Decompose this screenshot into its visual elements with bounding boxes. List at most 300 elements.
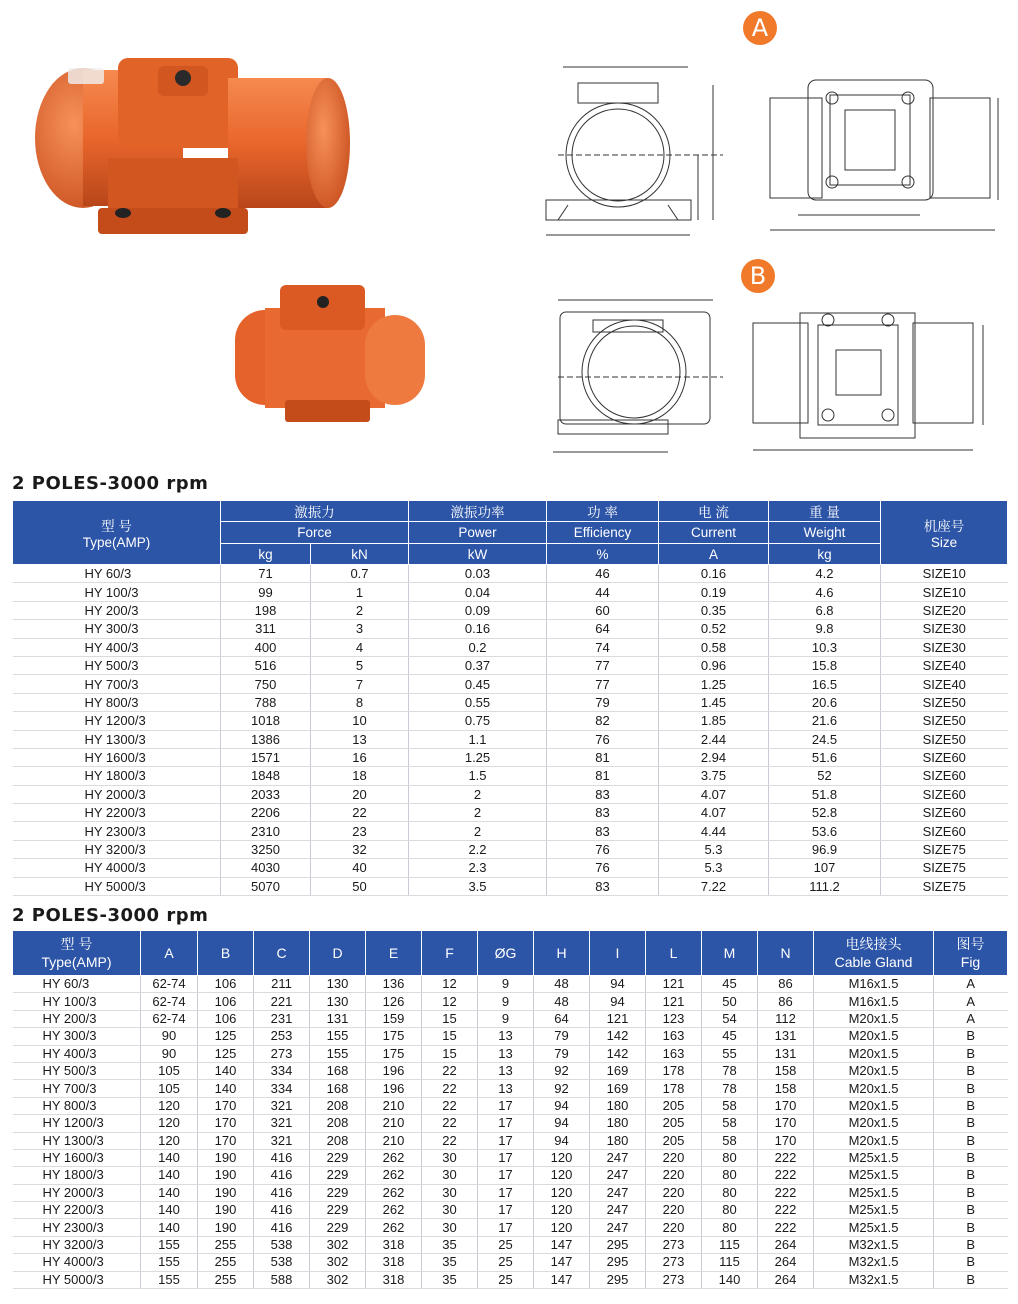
value-cell: 5.3 [659, 840, 769, 858]
value-cell: 416 [254, 1167, 310, 1184]
performance-table [12, 500, 1008, 896]
value-cell: 22 [422, 1080, 478, 1097]
model-cell: HY 5000/3 [13, 877, 221, 895]
value-cell: 86 [758, 993, 814, 1010]
value-cell: 123 [646, 1010, 702, 1027]
header-dim-d: D [310, 931, 366, 976]
value-cell: 205 [646, 1132, 702, 1149]
value-cell: 211 [254, 976, 310, 993]
value-cell: A [934, 976, 1008, 993]
value-cell: 220 [646, 1184, 702, 1201]
value-cell: 175 [366, 1028, 422, 1045]
value-cell: 22 [422, 1115, 478, 1132]
value-cell: 321 [254, 1132, 310, 1149]
value-cell: A [934, 993, 1008, 1010]
value-cell: 79 [534, 1028, 590, 1045]
value-cell: 155 [141, 1254, 198, 1271]
value-cell: 2 [311, 601, 409, 619]
value-cell: 170 [198, 1097, 254, 1114]
value-cell: 52 [769, 767, 881, 785]
dimensions-table-body [13, 976, 1008, 1289]
table-row [13, 1010, 1008, 1027]
value-cell: 50 [311, 877, 409, 895]
value-cell: M20x1.5 [814, 1062, 934, 1079]
value-cell: 83 [547, 877, 659, 895]
value-cell: 15 [422, 1028, 478, 1045]
value-cell: 190 [198, 1219, 254, 1236]
value-cell: 1386 [221, 730, 311, 748]
value-cell: 51.6 [769, 748, 881, 766]
model-cell: HY 2200/3 [13, 804, 221, 822]
value-cell: 255 [198, 1236, 254, 1253]
value-cell: 400 [221, 638, 311, 656]
unit-percent: % [547, 544, 659, 565]
value-cell: 4 [311, 638, 409, 656]
value-cell: 83 [547, 822, 659, 840]
value-cell: 80 [702, 1149, 758, 1166]
value-cell: 121 [646, 976, 702, 993]
header-dim-h: H [534, 931, 590, 976]
value-cell: 16 [311, 748, 409, 766]
value-cell: SIZE10 [881, 583, 1008, 601]
value-cell: 229 [310, 1184, 366, 1201]
header-dim-b: B [198, 931, 254, 976]
value-cell: M20x1.5 [814, 1028, 934, 1045]
value-cell: 155 [310, 1028, 366, 1045]
value-cell: 295 [590, 1271, 646, 1288]
header-weight-zh: 重 量 [769, 501, 881, 522]
value-cell: 210 [366, 1132, 422, 1149]
section-title-performance: 2 POLES-3000 rpm [12, 473, 209, 494]
table-row [13, 1115, 1008, 1132]
value-cell: 18 [311, 767, 409, 785]
value-cell: 0.19 [659, 583, 769, 601]
value-cell: 208 [310, 1097, 366, 1114]
value-cell: 321 [254, 1115, 310, 1132]
value-cell: 0.35 [659, 601, 769, 619]
value-cell: 77 [547, 675, 659, 693]
model-cell: HY 1600/3 [13, 1149, 141, 1166]
value-cell: 255 [198, 1271, 254, 1288]
table-row [13, 993, 1008, 1010]
header-efficiency-zh: 功 率 [547, 501, 659, 522]
value-cell: 253 [254, 1028, 310, 1045]
value-cell: 45 [702, 1028, 758, 1045]
value-cell: SIZE75 [881, 877, 1008, 895]
value-cell: 170 [758, 1132, 814, 1149]
value-cell: 295 [590, 1236, 646, 1253]
value-cell: 15.8 [769, 656, 881, 674]
model-cell: HY 1800/3 [13, 1167, 141, 1184]
model-cell: HY 60/3 [13, 976, 141, 993]
value-cell: 140 [141, 1202, 198, 1219]
value-cell: 231 [254, 1010, 310, 1027]
value-cell: SIZE60 [881, 767, 1008, 785]
value-cell: 48 [534, 993, 590, 1010]
value-cell: 131 [310, 1010, 366, 1027]
model-cell: HY 2000/3 [13, 1184, 141, 1201]
value-cell: 2.2 [409, 840, 547, 858]
value-cell: 35 [422, 1271, 478, 1288]
value-cell: 0.2 [409, 638, 547, 656]
value-cell: 0.37 [409, 656, 547, 674]
value-cell: 4.44 [659, 822, 769, 840]
value-cell: 9 [478, 976, 534, 993]
value-cell: 208 [310, 1132, 366, 1149]
value-cell: 125 [198, 1045, 254, 1062]
value-cell: 4.6 [769, 583, 881, 601]
value-cell: 7.22 [659, 877, 769, 895]
value-cell: 229 [310, 1167, 366, 1184]
value-cell: 0.09 [409, 601, 547, 619]
value-cell: 40 [311, 859, 409, 877]
value-cell: 5070 [221, 877, 311, 895]
value-cell: 126 [366, 993, 422, 1010]
value-cell: 48 [534, 976, 590, 993]
value-cell: 175 [366, 1045, 422, 1062]
value-cell: 35 [422, 1236, 478, 1253]
value-cell: 81 [547, 748, 659, 766]
value-cell: 115 [702, 1236, 758, 1253]
value-cell: 302 [310, 1271, 366, 1288]
model-cell: HY 60/3 [13, 565, 221, 583]
value-cell: M32x1.5 [814, 1236, 934, 1253]
table-row [13, 1132, 1008, 1149]
value-cell: 273 [646, 1271, 702, 1288]
value-cell: 2310 [221, 822, 311, 840]
value-cell: 50 [702, 993, 758, 1010]
value-cell: 0.7 [311, 565, 409, 583]
value-cell: 130 [310, 976, 366, 993]
value-cell: 17 [478, 1219, 534, 1236]
table-row [13, 565, 1008, 583]
value-cell: 35 [422, 1254, 478, 1271]
value-cell: 60 [547, 601, 659, 619]
value-cell: SIZE75 [881, 859, 1008, 877]
value-cell: 208 [310, 1115, 366, 1132]
value-cell: 147 [534, 1254, 590, 1271]
value-cell: 120 [534, 1149, 590, 1166]
value-cell: 264 [758, 1254, 814, 1271]
value-cell: 24.5 [769, 730, 881, 748]
value-cell: 190 [198, 1149, 254, 1166]
model-cell: HY 800/3 [13, 693, 221, 711]
value-cell: 94 [590, 993, 646, 1010]
value-cell: B [934, 1045, 1008, 1062]
value-cell: 22 [422, 1062, 478, 1079]
value-cell: 140 [141, 1149, 198, 1166]
value-cell: B [934, 1149, 1008, 1166]
value-cell: 155 [141, 1271, 198, 1288]
value-cell: 273 [646, 1236, 702, 1253]
value-cell: 416 [254, 1219, 310, 1236]
value-cell: B [934, 1254, 1008, 1271]
value-cell: SIZE60 [881, 785, 1008, 803]
model-cell: HY 700/3 [13, 1080, 141, 1097]
value-cell: 13 [311, 730, 409, 748]
value-cell: 12 [422, 993, 478, 1010]
performance-table-body [13, 565, 1008, 896]
value-cell: 2033 [221, 785, 311, 803]
value-cell: B [934, 1219, 1008, 1236]
value-cell: 53.6 [769, 822, 881, 840]
table-row [13, 1184, 1008, 1201]
value-cell: 180 [590, 1132, 646, 1149]
table-row [13, 656, 1008, 674]
header-dim-f: F [422, 931, 478, 976]
table-row [13, 1219, 1008, 1236]
value-cell: 13 [478, 1062, 534, 1079]
model-cell: HY 4000/3 [13, 859, 221, 877]
value-cell: 120 [534, 1167, 590, 1184]
header-dim-n: N [758, 931, 814, 976]
value-cell: 1.45 [659, 693, 769, 711]
value-cell: 1571 [221, 748, 311, 766]
value-cell: 94 [534, 1115, 590, 1132]
value-cell: 4.2 [769, 565, 881, 583]
table-row [13, 1271, 1008, 1288]
value-cell: 131 [758, 1028, 814, 1045]
value-cell: 170 [198, 1115, 254, 1132]
header-dim-l: L [646, 931, 702, 976]
value-cell: 9.8 [769, 620, 881, 638]
table-row [13, 583, 1008, 601]
value-cell: 1 [311, 583, 409, 601]
table-row [13, 1097, 1008, 1114]
value-cell: M16x1.5 [814, 993, 934, 1010]
model-cell: HY 800/3 [13, 1097, 141, 1114]
value-cell: 255 [198, 1254, 254, 1271]
table-row [13, 638, 1008, 656]
value-cell: 23 [311, 822, 409, 840]
value-cell: 222 [758, 1167, 814, 1184]
value-cell: 4030 [221, 859, 311, 877]
value-cell: 90 [141, 1028, 198, 1045]
value-cell: M16x1.5 [814, 976, 934, 993]
value-cell: 130 [310, 993, 366, 1010]
value-cell: M25x1.5 [814, 1202, 934, 1219]
value-cell: 17 [478, 1184, 534, 1201]
value-cell: 220 [646, 1219, 702, 1236]
value-cell: 79 [547, 693, 659, 711]
header-type: 型 号 Type(AMP) [13, 501, 221, 565]
value-cell: 273 [254, 1045, 310, 1062]
value-cell: 178 [646, 1080, 702, 1097]
value-cell: 22 [422, 1132, 478, 1149]
value-cell: 15 [422, 1010, 478, 1027]
value-cell: 196 [366, 1080, 422, 1097]
value-cell: 220 [646, 1202, 702, 1219]
value-cell: 140 [198, 1080, 254, 1097]
value-cell: 1.5 [409, 767, 547, 785]
table-row [13, 1045, 1008, 1062]
value-cell: 159 [366, 1010, 422, 1027]
value-cell: 334 [254, 1062, 310, 1079]
table-row [13, 877, 1008, 895]
value-cell: 158 [758, 1080, 814, 1097]
value-cell: 25 [478, 1271, 534, 1288]
value-cell: 140 [141, 1167, 198, 1184]
value-cell: M20x1.5 [814, 1115, 934, 1132]
value-cell: 32 [311, 840, 409, 858]
header-dim-a: A [141, 931, 198, 976]
value-cell: 92 [534, 1062, 590, 1079]
model-cell: HY 2200/3 [13, 1202, 141, 1219]
header-size: 机座号 Size [881, 501, 1008, 565]
value-cell: B [934, 1202, 1008, 1219]
value-cell: 142 [590, 1045, 646, 1062]
value-cell: 105 [141, 1080, 198, 1097]
value-cell: SIZE60 [881, 822, 1008, 840]
value-cell: 21.6 [769, 712, 881, 730]
header-dim-m: M [702, 931, 758, 976]
value-cell: 163 [646, 1045, 702, 1062]
value-cell: 169 [590, 1080, 646, 1097]
value-cell: M20x1.5 [814, 1010, 934, 1027]
value-cell: B [934, 1167, 1008, 1184]
value-cell: 262 [366, 1149, 422, 1166]
value-cell: A [934, 1010, 1008, 1027]
table-row [13, 1202, 1008, 1219]
header-power-en: Power [409, 522, 547, 544]
model-cell: HY 1200/3 [13, 712, 221, 730]
figure-a-front-view-drawing [538, 55, 748, 245]
figure-b-badge: B [741, 259, 775, 293]
value-cell: 8 [311, 693, 409, 711]
value-cell: 94 [590, 976, 646, 993]
header-efficiency-en: Efficiency [547, 522, 659, 544]
value-cell: 136 [366, 976, 422, 993]
value-cell: 120 [534, 1184, 590, 1201]
value-cell: 17 [478, 1202, 534, 1219]
value-cell: 302 [310, 1236, 366, 1253]
value-cell: 46 [547, 565, 659, 583]
table-row [13, 1254, 1008, 1271]
value-cell: M25x1.5 [814, 1149, 934, 1166]
value-cell: 247 [590, 1149, 646, 1166]
value-cell: 1018 [221, 712, 311, 730]
value-cell: 80 [702, 1219, 758, 1236]
value-cell: 99 [221, 583, 311, 601]
header-dim-g: ØG [478, 931, 534, 976]
value-cell: 140 [198, 1062, 254, 1079]
value-cell: B [934, 1080, 1008, 1097]
table-row [13, 712, 1008, 730]
value-cell: 120 [141, 1132, 198, 1149]
value-cell: 163 [646, 1028, 702, 1045]
value-cell: 170 [758, 1115, 814, 1132]
table-row [13, 859, 1008, 877]
model-cell: HY 300/3 [13, 1028, 141, 1045]
header-cable-gland: 电线接头 Cable Gland [814, 931, 934, 976]
value-cell: SIZE30 [881, 620, 1008, 638]
value-cell: 4.07 [659, 785, 769, 803]
value-cell: 2.44 [659, 730, 769, 748]
value-cell: 273 [646, 1254, 702, 1271]
table-row [13, 840, 1008, 858]
figure-a-badge: A [743, 11, 777, 45]
value-cell: 190 [198, 1202, 254, 1219]
table-row [13, 601, 1008, 619]
value-cell: 247 [590, 1219, 646, 1236]
value-cell: 30 [422, 1219, 478, 1236]
value-cell: 71 [221, 565, 311, 583]
value-cell: 17 [478, 1167, 534, 1184]
value-cell: 105 [141, 1062, 198, 1079]
model-cell: HY 500/3 [13, 1062, 141, 1079]
value-cell: 2.3 [409, 859, 547, 877]
value-cell: SIZE40 [881, 656, 1008, 674]
value-cell: 120 [141, 1097, 198, 1114]
value-cell: 74 [547, 638, 659, 656]
value-cell: 247 [590, 1167, 646, 1184]
value-cell: 51.8 [769, 785, 881, 803]
figure-b-front-view-drawing [548, 292, 728, 462]
value-cell: 229 [310, 1219, 366, 1236]
value-cell: 0.96 [659, 656, 769, 674]
value-cell: M20x1.5 [814, 1097, 934, 1114]
value-cell: 1.1 [409, 730, 547, 748]
value-cell: 538 [254, 1254, 310, 1271]
value-cell: M25x1.5 [814, 1219, 934, 1236]
header-power-zh: 激振功率 [409, 501, 547, 522]
value-cell: 0.58 [659, 638, 769, 656]
value-cell: 416 [254, 1149, 310, 1166]
value-cell: 120 [534, 1219, 590, 1236]
value-cell: 13 [478, 1028, 534, 1045]
value-cell: 205 [646, 1115, 702, 1132]
value-cell: 142 [590, 1028, 646, 1045]
value-cell: 155 [310, 1045, 366, 1062]
value-cell: 180 [590, 1097, 646, 1114]
value-cell: 169 [590, 1062, 646, 1079]
value-cell: 30 [422, 1167, 478, 1184]
header-dim-e: E [366, 931, 422, 976]
model-cell: HY 5000/3 [13, 1271, 141, 1288]
model-cell: HY 2300/3 [13, 822, 221, 840]
value-cell: 538 [254, 1236, 310, 1253]
value-cell: 262 [366, 1202, 422, 1219]
value-cell: B [934, 1115, 1008, 1132]
value-cell: 121 [646, 993, 702, 1010]
value-cell: 12 [422, 976, 478, 993]
value-cell: 4.07 [659, 804, 769, 822]
value-cell: 0.16 [659, 565, 769, 583]
value-cell: M20x1.5 [814, 1132, 934, 1149]
value-cell: 0.04 [409, 583, 547, 601]
value-cell: 205 [646, 1097, 702, 1114]
value-cell: SIZE50 [881, 730, 1008, 748]
value-cell: 106 [198, 1010, 254, 1027]
model-cell: HY 3200/3 [13, 1236, 141, 1253]
value-cell: 178 [646, 1062, 702, 1079]
value-cell: 2 [409, 822, 547, 840]
model-cell: HY 700/3 [13, 675, 221, 693]
model-cell: HY 2000/3 [13, 785, 221, 803]
value-cell: 220 [646, 1149, 702, 1166]
value-cell: M20x1.5 [814, 1080, 934, 1097]
header-force-en: Force [221, 522, 409, 544]
value-cell: 77 [547, 656, 659, 674]
table-row [13, 748, 1008, 766]
value-cell: 588 [254, 1271, 310, 1288]
value-cell: 262 [366, 1167, 422, 1184]
value-cell: M32x1.5 [814, 1271, 934, 1288]
table-row [13, 693, 1008, 711]
value-cell: 170 [198, 1132, 254, 1149]
value-cell: B [934, 1236, 1008, 1253]
value-cell: 318 [366, 1271, 422, 1288]
